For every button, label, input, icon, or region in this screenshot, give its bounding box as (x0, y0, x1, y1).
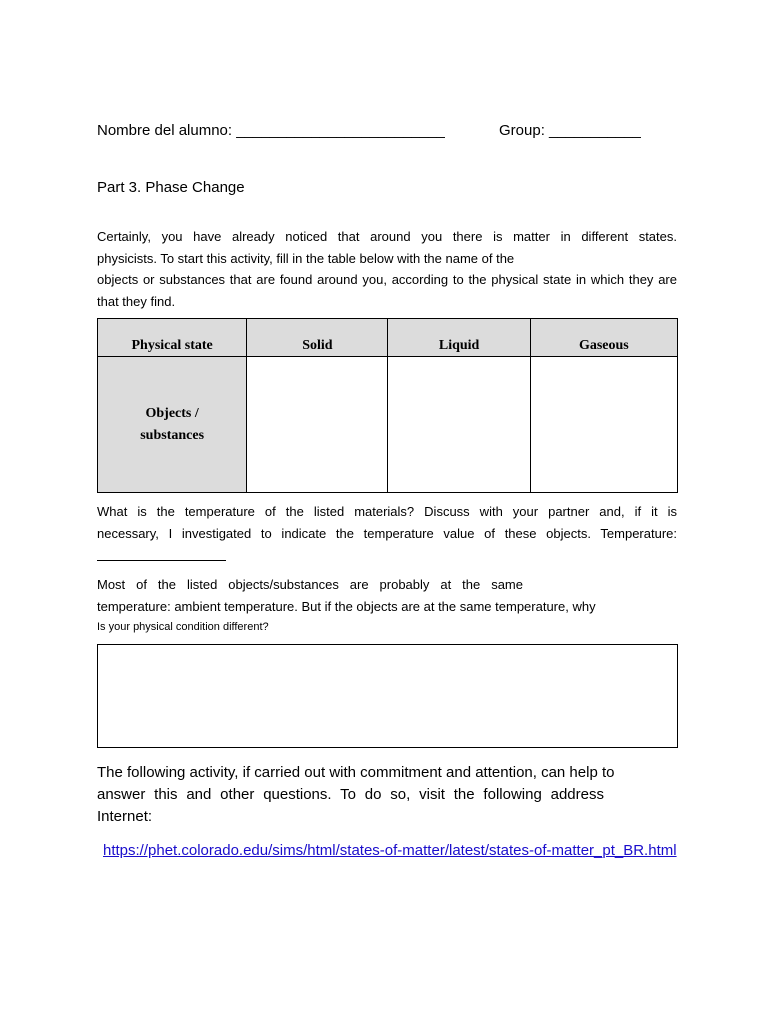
group-blank[interactable]: ___________ (549, 122, 641, 139)
row-label-line-2: substances (140, 427, 205, 443)
table-row (98, 357, 678, 493)
header-solid: Solid (247, 319, 388, 357)
question1-line-1: What is the temperature of the listed materials? Discuss with your partner and, if it is (97, 504, 677, 519)
temperature-blank[interactable] (97, 560, 226, 561)
question2-line-2: temperature: ambient temperature. But if the objects are at the same temperature, why (97, 599, 596, 614)
table-header-row (98, 319, 678, 357)
header-physical-state: Physical state (98, 319, 247, 357)
cell-solid[interactable] (247, 357, 388, 493)
student-name-label: Nombre del alumno: (97, 122, 237, 139)
row-label-objects (98, 357, 247, 493)
intro-line-1: Certainly, you have already noticed that around you there is matter in different states. (97, 229, 677, 244)
header-gaseous: Gaseous (530, 319, 677, 357)
question2-line-3: Is your physical condition different? (97, 621, 269, 633)
intro-line-2: physicists. To start this activity, fill in the table below with the name of the (97, 251, 515, 266)
header-liquid: Liquid (388, 319, 530, 357)
question1-line-2: necessary, I investigated to indicate the temperature value of these objects. Temperature: (97, 526, 677, 541)
cell-liquid[interactable] (388, 357, 530, 493)
intro-line-4: that they find. (97, 294, 176, 309)
student-name-field (97, 121, 445, 141)
cell-gaseous[interactable] (530, 357, 677, 493)
activity-line-2: answer this and other questions. To do so, visit the following address (97, 786, 604, 803)
section-title: Part 3. Phase Change (97, 179, 245, 196)
row-label-line-1: Objects / (145, 405, 199, 421)
intro-line-3: objects or substances that are found around you, according to the physical state in which they are (97, 272, 677, 287)
answer-box[interactable] (97, 644, 678, 748)
activity-line-3: Internet: (97, 808, 153, 825)
states-table (97, 318, 678, 493)
student-name-blank[interactable]: _________________________ (236, 122, 445, 139)
phet-link[interactable]: https://phet.colorado.edu/sims/html/states-of-matter/latest/states-of-matter_pt_BR.html (103, 842, 677, 859)
group-field (499, 121, 641, 141)
question2-line-1: Most of the listed objects/substances are probably at the same (97, 577, 523, 592)
group-label: Group: (499, 122, 550, 139)
activity-line-1: The following activity, if carried out with commitment and attention, can help to (97, 764, 615, 781)
